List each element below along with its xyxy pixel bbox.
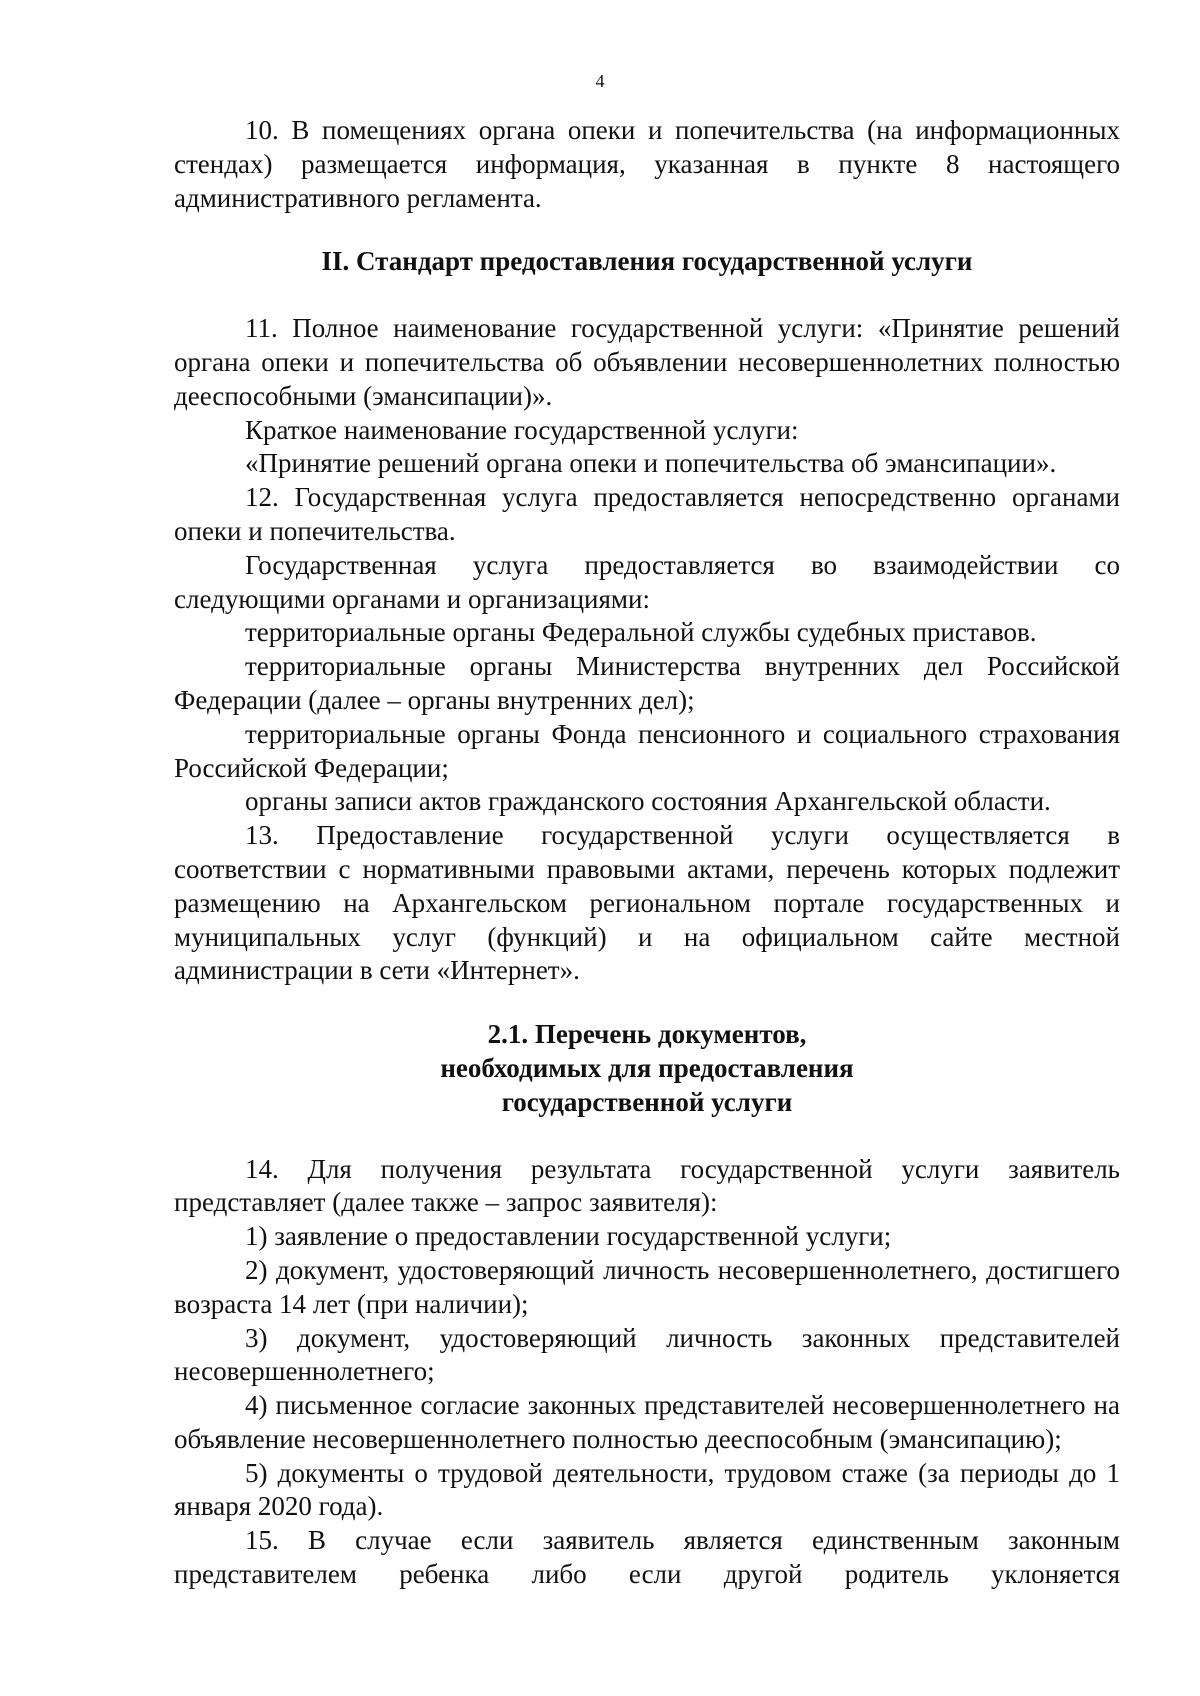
paragraph: Государственная услуга предоставляется во взаимодействии со следующими органами и организациями: [174, 549, 1120, 614]
page-number: 4 [595, 71, 605, 91]
paragraph: 13. Предоставление государственной услуги осуществляется в соответствии с нормативными правовыми актами, перечень которых подлежит размещению на Архангельском региональном портале государственных и муниципальных услуг (функций) и на официальном сайте местной администрации в сети «Интернет». [174, 820, 1120, 986]
section-heading-line: необходимых для предоставления [440, 1052, 854, 1083]
spacer [174, 1120, 1120, 1153]
spacer [174, 279, 1120, 312]
section-heading [174, 1018, 1120, 1119]
section-heading-line: государственной услуги [501, 1086, 793, 1117]
paragraph: «Принятие решений органа опеки и попечительства об эмансипации». [245, 448, 1057, 479]
paragraph: 4) письменное согласие законных представителей несовершеннолетнего на объявление несовершеннолетнего полностью дееспособным (эмансипацию); [174, 1390, 1120, 1454]
paragraph: Краткое наименование государственной услуги: [245, 414, 799, 445]
paragraph: территориальные органы Федеральной службы судебных приставов. [245, 617, 1037, 648]
section-heading-line: 2.1. Перечень документов, [487, 1019, 807, 1050]
paragraph: 5) документы о трудовой деятельности, трудовом стаже (за периоды до 1 января 2020 года). [174, 1457, 1120, 1522]
paragraph: территориальные органы Фонда пенсионного и социального страхования Российской Федерации; [174, 718, 1120, 783]
spacer [174, 215, 1120, 245]
section-heading [174, 245, 1120, 279]
paragraph: 15. В случае если заявитель является единственным законным представителем ребенка либо если другой родитель уклоняется [174, 1525, 1120, 1590]
paragraph: территориальные органы Министерства внутренних дел Российской Федерации (далее – органы внутренних дел); [174, 651, 1120, 715]
paragraph: органы записи актов гражданского состояния Архангельской области. [245, 786, 1051, 817]
paragraph: 3) документ, удостоверяющий личность законных представителей несовершеннолетнего; [174, 1322, 1120, 1387]
spacer [174, 988, 1120, 1018]
paragraph: 2) документ, удостоверяющий личность несовершеннолетнего, достигшего возраста 14 лет (при наличии); [174, 1254, 1120, 1319]
paragraph: 12. Государственная услуга предоставляется непосредственно органами опеки и попечительства. [174, 482, 1120, 546]
paragraph: 10. В помещениях органа опеки и попечительства (на информационных стендах) размещается информация, указанная в пункте 8 настоящего административного регламента. [174, 115, 1120, 213]
paragraph: 1) заявление о предоставлении государственной услуги; [245, 1221, 892, 1252]
paragraph: 11. Полное наименование государственной услуги: «Принятие решений органа опеки и попечительства об объявлении несовершеннолетних полностью дееспособными (эмансипации)». [174, 313, 1120, 411]
paragraph: 14. Для получения результата государственной услуги заявитель представляет (далее также – запрос заявителя): [174, 1153, 1120, 1218]
document-body [174, 114, 1120, 1592]
section-heading-line: II. Стандарт предоставления государственной услуги [321, 246, 973, 277]
